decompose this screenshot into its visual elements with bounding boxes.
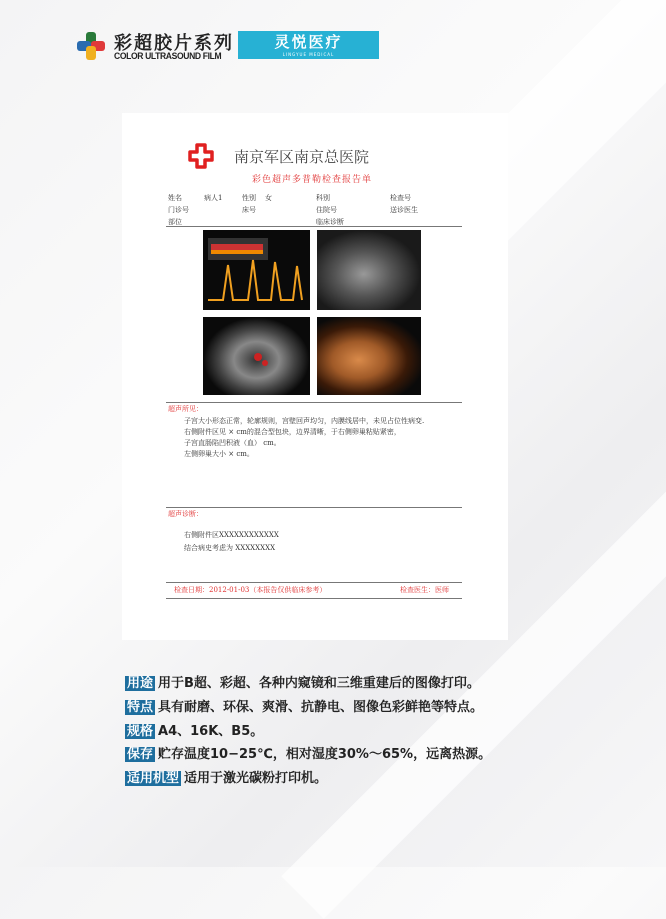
feature-text: 具有耐磨、环保、爽滑、抗静电、图像色彩鲜艳等特点。 [158,700,484,715]
field-label: 部位 [168,218,182,226]
company-name-en: LINGYUE MEDICAL [282,52,335,57]
feature-tag: 规格 [127,724,154,739]
ultrasound-image [317,230,421,310]
feature-printers [125,767,327,786]
field-label: 检查号 [390,194,411,202]
field-label: 性别 [242,194,256,202]
feature-tag: 特点 [127,700,154,715]
series-title: 彩超胶片系列 [114,33,234,54]
feature-text: A4、16K、B5。 [158,724,264,739]
3d-fetal-image [317,317,421,395]
feature-tag: 适用机型 [127,771,180,786]
feature-storage [125,743,491,762]
doppler-image [203,230,310,310]
diagnosis-line: 右侧附件区XXXXXXXXXXXX [184,531,279,539]
field-label: 门诊号 [168,206,189,214]
field-value: 女 [265,194,272,202]
exam-doctor: 检查医生：医师 [400,586,449,594]
company-badge [238,31,379,59]
findings-line: 子宫大小形态正常，轮廓规则，宫壁回声均匀，内膜线居中，未见占位性病变. [184,417,425,425]
brand-logo-icon [76,31,106,61]
findings-label: 超声所见： [168,405,203,413]
report-title: 彩色超声多普勒检查报告单 [252,175,373,185]
field-label: 床号 [242,206,256,214]
divider [166,582,462,583]
feature-traits [125,696,483,715]
diagnosis-line: 结合病史考虑为 XXXXXXXX [184,544,276,552]
field-label: 科别 [316,194,330,202]
divider [166,226,462,227]
field-label: 送诊医生 [390,206,418,214]
field-label: 临床诊断 [316,218,344,226]
field-label: 住院号 [316,206,337,214]
hospital-name: 南京军区南京总医院 [234,148,370,166]
diagnosis-label: 超声诊断： [168,510,203,518]
color-ultrasound-image [203,317,310,395]
report-sheet [122,113,508,640]
field-value: 病人1 [204,194,223,202]
exam-date: 检查日期：2012-01-03（本报告仅供临床参考） [174,586,327,594]
field-label: 姓名 [168,194,182,202]
divider [166,402,462,403]
feature-sizes [125,720,263,739]
findings-line: 右侧附件区见 × cm的混合型包块，边界清晰，于右侧卵巢粘贴紧密， [184,428,401,436]
divider [166,507,462,508]
feature-tag: 保存 [127,747,154,762]
feature-usage [125,672,480,691]
findings-line: 左侧卵巢大小 × cm。 [184,450,254,458]
feature-tag: 用途 [127,676,154,691]
feature-text: 适用于激光碳粉打印机。 [184,771,328,786]
divider [166,598,462,599]
feature-text: 贮存温度10−25℃，相对湿度30%～65%，远离热源。 [158,747,492,762]
feature-text: 用于B超、彩超、各种内窥镜和三维重建后的图像打印。 [158,676,480,691]
series-subtitle: COLOR ULTRASOUND FILM [114,51,222,62]
red-cross-icon [188,143,214,169]
findings-line: 子宫直肠陷凹积液（血） cm。 [184,439,281,447]
company-name: 灵悦医疗 [274,33,343,51]
